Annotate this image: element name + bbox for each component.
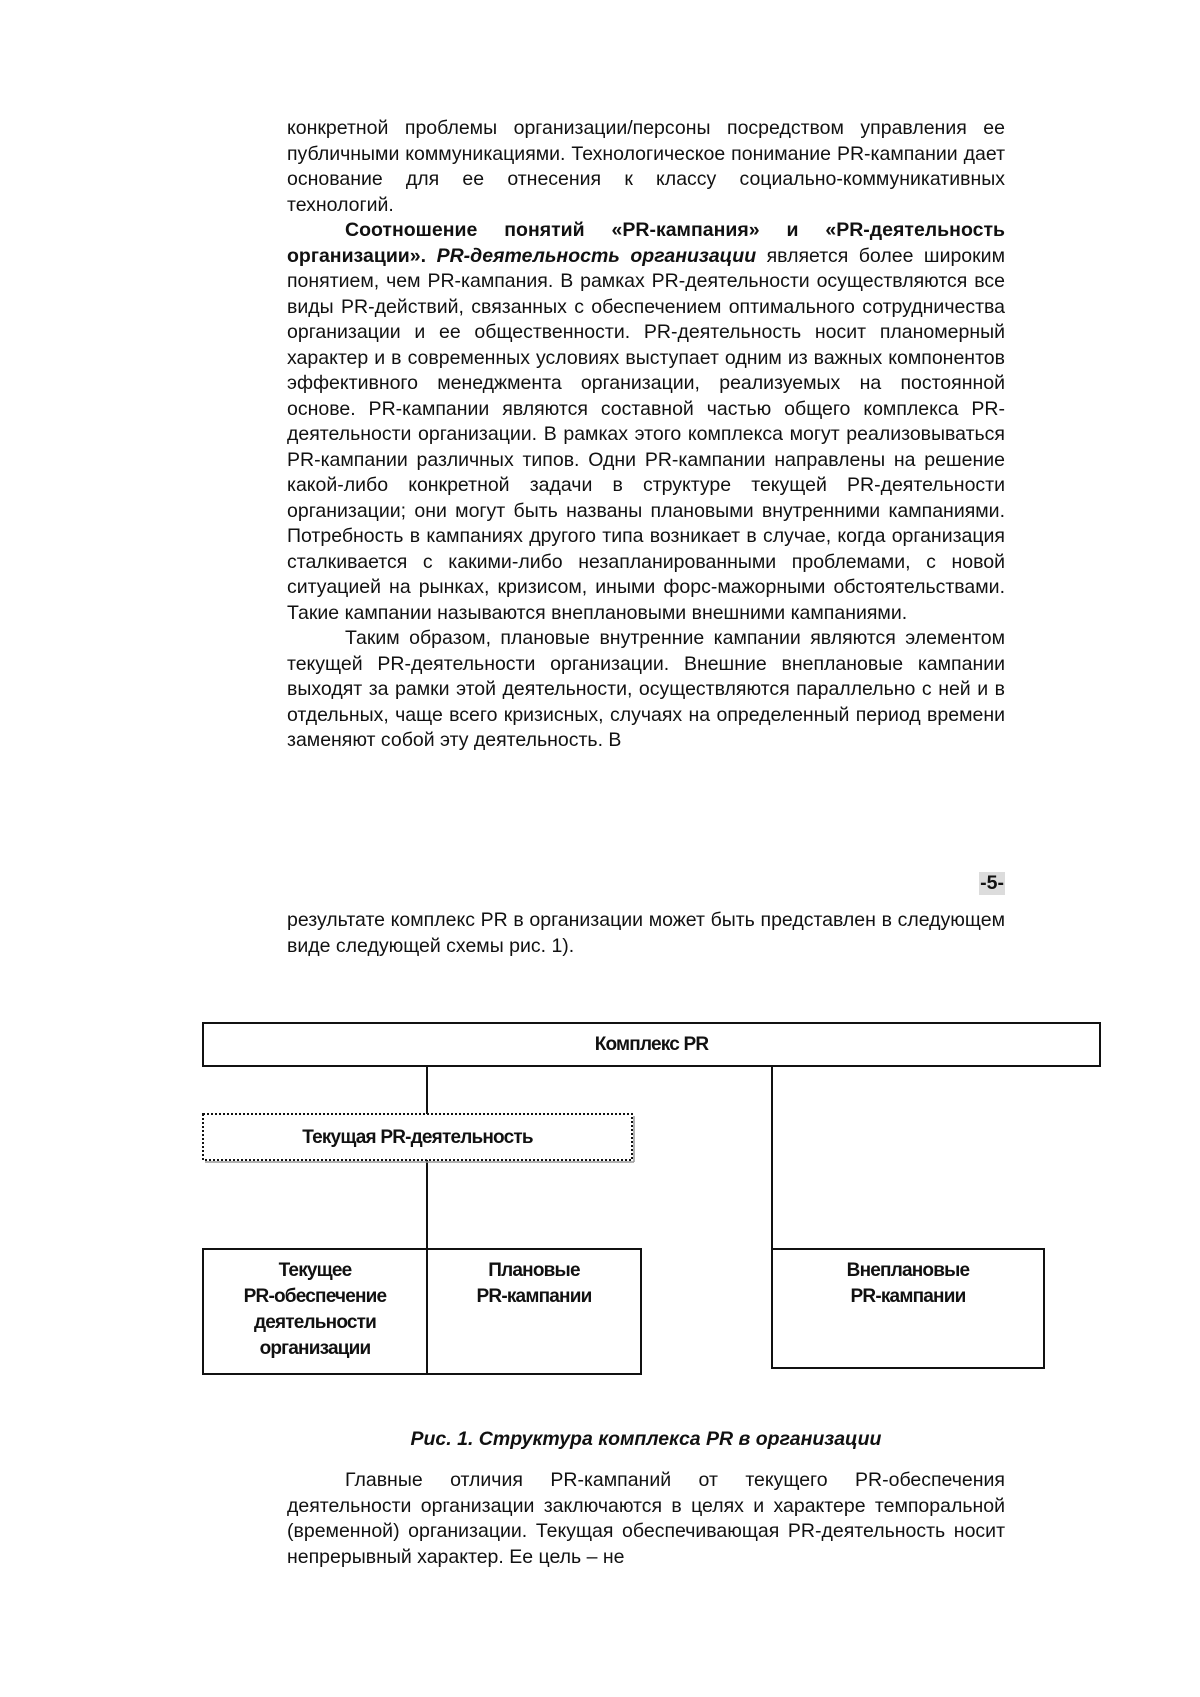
page-number: -5- [980, 872, 1004, 894]
paragraph-body: является более широким понятием, чем PR-кампания. В рамках PR-деятельности осуществляются все виды PR-действий, связанных с обеспечением оптимального сотрудничества организации и ее общественности. PR-деятельность носит планомерный характер и в современных условиях выступает одним из важных компонентов эффективного менеджмента организации, реализуемых на постоянной основе. PR-кампании являются составной частью общего комплекса PR-деятельности организации. В рамках этого комплекса могут реализовываться PR-кампании различных типов. Одни PR-кампании направлены на решение какой-либо конкретной задачи в структуре текущей PR-деятельности организации; они могут быть названы плановыми внутренними кампаниями. Потребность в кампаниях другого типа возникает в случае, когда организация сталкивается с какими-либо незапланированными проблемами, с новой ситуацией на рынках, кризисом, иными форс-мажорными обстоятельствами. Такие кампании называются внеплановыми внешними кампаниями. [287, 244, 1005, 624]
paragraph [287, 218, 1005, 626]
leaf-line: PR-кампании [476, 1286, 592, 1307]
current-label: Текущая PR-деятельность [302, 1127, 533, 1148]
figure-caption: Рис. 1. Структура комплекса PR в организации [410, 1428, 882, 1450]
leaf-label-unplanned [772, 1258, 1044, 1310]
leaf-line: организации [259, 1338, 371, 1359]
root-label: Комплекс PR [594, 1034, 709, 1055]
text-block-bottom [287, 1468, 1005, 1570]
leaf-line: PR-обеспечение [243, 1286, 387, 1307]
paragraph: результате комплекс PR в организации может быть представлен в следующем виде следующей схемы рис. 1). [287, 909, 1005, 957]
text-block-top [287, 116, 1005, 754]
section-heading: Соотношение понятий «PR-кампания» и «PR-деятельность организации». [287, 219, 1005, 267]
term: PR-деятельность организации [436, 244, 757, 267]
leaf-line: Плановые [488, 1260, 580, 1281]
text-block-middle [287, 908, 1005, 959]
leaf-line: PR-кампании [850, 1286, 966, 1307]
paragraph: конкретной проблемы организации/персоны посредством управления ее публичными коммуникациями. Технологическое понимание PR-кампании дает основание для ее отнесения к классу социально-коммуникативных технологий. [287, 117, 1005, 216]
leaf-label-current-support [203, 1258, 427, 1362]
leaf-line: Внеплановые [846, 1260, 970, 1281]
leaf-line: Текущее [278, 1260, 352, 1281]
paragraph: Таким образом, плановые внутренние кампании являются элементом текущей PR-деятельности организации. Внешние внеплановые кампании выходят за рамки этой деятельности, осуществляются параллельно с ней и в отдельных, чаще всего кризисных, случаях на определенный период времени заменяют собой эту деятельность. В [287, 627, 1005, 751]
leaf-label-planned [427, 1258, 641, 1310]
leaf-line: деятельности [253, 1312, 377, 1333]
paragraph: Главные отличия PR-кампаний от текущего PR-обеспечения деятельности организации заключаются в целях и характере темпоральной (временной) организации. Текущая обеспечивающая PR-деятельность носит непрерывный характер. Ее цель – не [287, 1469, 1005, 1568]
